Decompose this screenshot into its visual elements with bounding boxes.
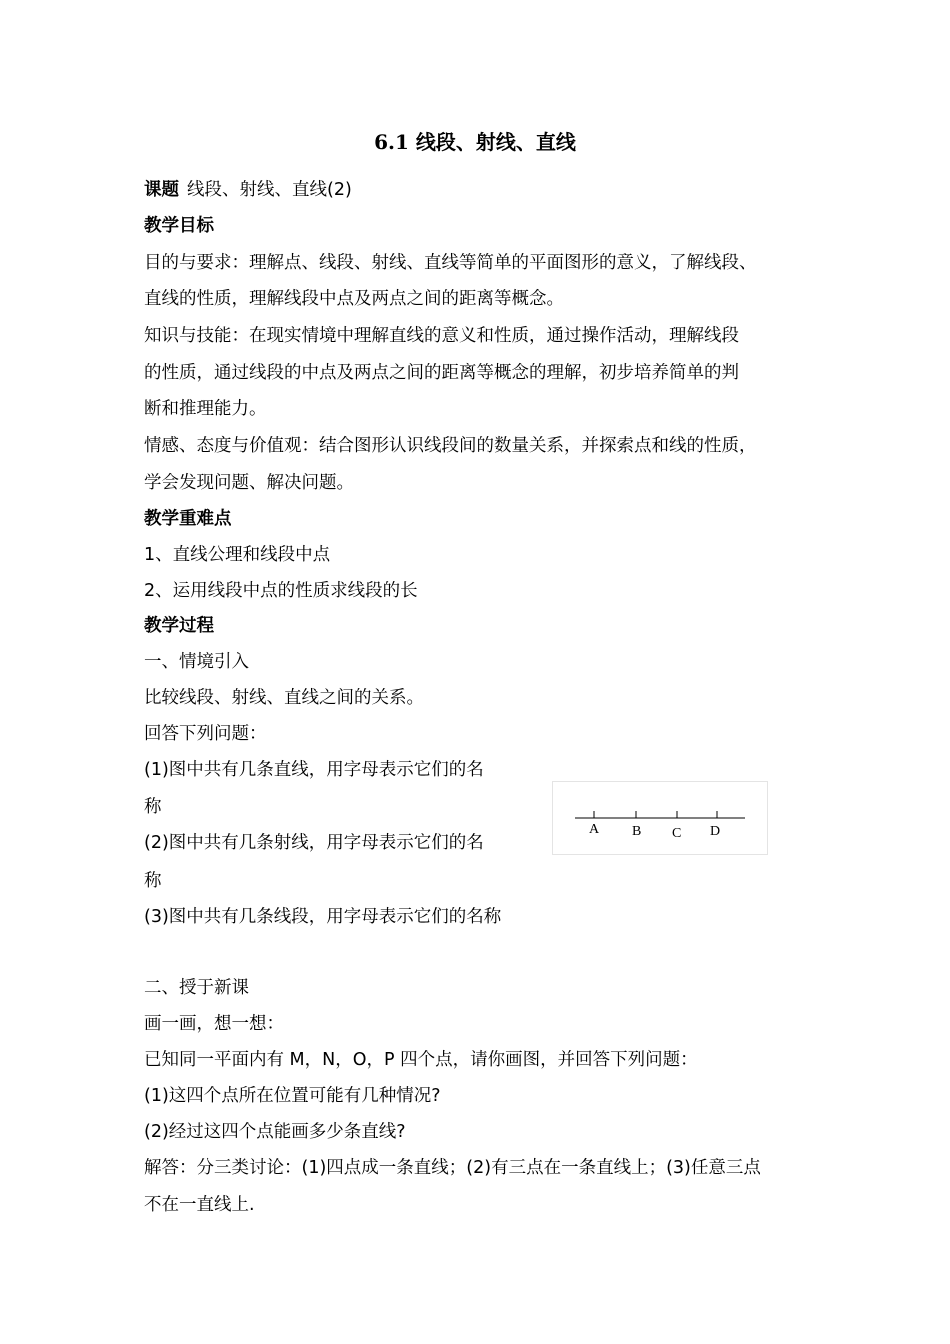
- question-3: (3)图中共有几条线段，用字母表示它们的名称: [144, 907, 502, 927]
- section1-intro: 比较线段、射线、直线之间的关系。: [144, 688, 424, 708]
- objectives-line: 目的与要求：理解点、线段、射线、直线等简单的平面图形的意义，了解线段、: [144, 253, 757, 273]
- objectives-line: 直线的性质，理解线段中点及两点之间的距离等概念。: [144, 289, 564, 309]
- section2-question-1: (1)这四个点所在位置可能有几种情况?: [144, 1086, 441, 1106]
- objectives-line: 的性质，通过线段的中点及两点之间的距离等概念的理解，初步培养简单的判: [144, 363, 739, 383]
- question-1: (1)图中共有几条直线，用字母表示它们的名: [144, 760, 484, 780]
- section2-answer: 解答：分三类讨论：(1)四点成一条直线；(2)有三点在一条直线上；(3)任意三点: [144, 1158, 761, 1178]
- question-2: (2)图中共有几条射线，用字母表示它们的名: [144, 833, 484, 853]
- key-points-heading: 教学重难点: [144, 509, 232, 529]
- point-label-a: A: [589, 822, 600, 837]
- objectives-line: 学会发现问题、解决问题。: [144, 473, 354, 493]
- section2-question-2: (2)经过这四个点能画多少条直线?: [144, 1122, 406, 1142]
- key-point-item: 1、直线公理和线段中点: [144, 545, 331, 565]
- section2-activity: 画一画，想一想：: [144, 1014, 284, 1034]
- section2-answer-cont: 不在一直线上.: [144, 1195, 255, 1215]
- key-point-item: 2、运用线段中点的性质求线段的长: [144, 581, 418, 601]
- line-figure-svg: [553, 782, 767, 854]
- course-label: 课题: [144, 180, 179, 200]
- course-value: 线段、射线、直线(2): [187, 180, 352, 200]
- course-line: [144, 178, 352, 202]
- page-title: 6.1 线段、射线、直线: [374, 130, 576, 154]
- section1-title: 一、情境引入: [144, 652, 249, 672]
- section2-title: 二、授于新课: [144, 978, 249, 998]
- point-label-c: C: [672, 826, 682, 841]
- process-heading: 教学过程: [144, 616, 214, 636]
- section2-given: 已知同一平面内有 M，N，O，P 四个点，请你画图，并回答下列问题：: [144, 1050, 698, 1070]
- question-1-cont: 称: [144, 797, 162, 817]
- objectives-line: 知识与技能：在现实情境中理解直线的意义和性质，通过操作活动，理解线段: [144, 326, 739, 346]
- objectives-line: 情感、态度与价值观：结合图形认识线段间的数量关系，并探索点和线的性质，: [144, 436, 757, 456]
- line-points-figure: [552, 781, 768, 855]
- objectives-line: 断和推理能力。: [144, 399, 267, 419]
- point-label-d: D: [710, 824, 721, 839]
- point-label-b: B: [632, 824, 642, 839]
- section1-prompt: 回答下列问题：: [144, 724, 267, 744]
- objectives-heading: 教学目标: [144, 216, 214, 236]
- question-2-cont: 称: [144, 871, 162, 891]
